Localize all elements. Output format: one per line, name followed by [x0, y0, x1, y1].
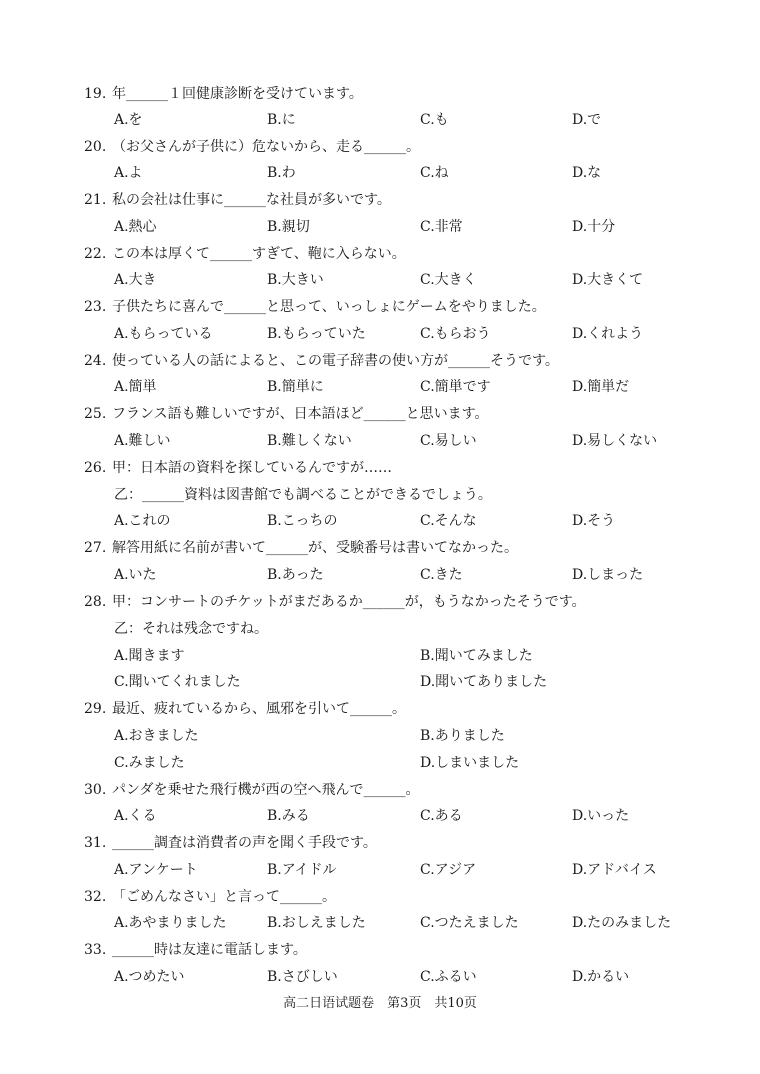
option-b: B.に	[267, 112, 296, 128]
option-b: B.聞いてみました	[420, 648, 533, 664]
option-c: C.も	[420, 112, 449, 128]
option-c: C.つたえました	[420, 915, 519, 931]
option-c: C.そんな	[420, 513, 477, 529]
option-d: D.くれよう	[572, 326, 644, 342]
question-26	[84, 458, 392, 478]
option-d: D.大きくて	[572, 272, 644, 288]
option-a: A.難しい	[114, 433, 171, 449]
question-text: パンダを乗せた飛行機が西の空へ飛んで______。	[112, 782, 420, 798]
option-b: B.親切	[267, 219, 310, 235]
option-b: B.大きい	[267, 272, 324, 288]
question-19	[84, 84, 363, 104]
option-d: D.な	[572, 165, 602, 181]
option-b: B.わ	[267, 165, 296, 181]
dialog-reply: 乙：それは残念ですね。	[114, 621, 268, 637]
option-d: D.アドバイス	[572, 862, 657, 878]
option-a: A.くる	[114, 808, 157, 824]
question-number: 20.	[84, 139, 107, 155]
question-number: 28.	[84, 594, 107, 610]
option-a: A.アンケート	[114, 862, 198, 878]
question-29	[84, 699, 406, 719]
question-number: 27.	[84, 540, 107, 556]
question-text: 年______１回健康診断を受けています。	[112, 86, 363, 102]
option-c: C.易しい	[420, 433, 477, 449]
option-c: C.きた	[420, 567, 463, 583]
question-text: 解答用紙に名前が書いて______が、受験番号は書いてなかった。	[112, 540, 518, 556]
question-number: 30.	[84, 782, 107, 798]
dialog-reply: 乙：______資料は図書館でも調べることができるでしょう。	[114, 487, 492, 503]
option-d: D.しまいました	[420, 755, 520, 771]
question-number: 21.	[84, 192, 107, 208]
option-a: A.大き	[114, 272, 157, 288]
question-text: 最近、疲れているから、風邪を引いて______。	[112, 701, 406, 717]
question-number: 31.	[84, 835, 107, 851]
question-32	[84, 887, 336, 907]
option-a: A.簡単	[114, 379, 157, 395]
question-33	[84, 940, 307, 960]
question-text: 使っている人の話によると、この電子辞書の使い方が______そうです。	[112, 353, 559, 369]
question-text: 甲：コンサートのチケットがまだあるか______が，もうなかったそうです。	[112, 594, 586, 610]
option-c: C.みました	[114, 755, 185, 771]
option-a: A.よ	[114, 165, 143, 181]
option-b: B.おしえました	[267, 915, 366, 931]
option-c: C.ね	[420, 165, 449, 181]
option-a: A.もらっている	[114, 326, 213, 342]
option-d: D.いった	[572, 808, 630, 824]
page-footer: 高二日语试题卷 第3页 共10页	[283, 996, 477, 1011]
option-a: A.つめたい	[114, 969, 185, 985]
question-number: 29.	[84, 701, 107, 717]
option-a: A.これの	[114, 513, 171, 529]
option-c: C.もらおう	[420, 326, 491, 342]
option-d: D.聞いてありました	[420, 674, 548, 690]
question-number: 19.	[84, 86, 107, 102]
option-d: D.簡単だ	[572, 379, 630, 395]
question-21	[84, 190, 391, 210]
question-number: 26.	[84, 460, 107, 476]
option-b: B.ありました	[420, 728, 505, 744]
option-b: B.さびしい	[267, 969, 338, 985]
option-c: C.ある	[420, 808, 463, 824]
option-b: B.あった	[267, 567, 324, 583]
question-text: 「ごめんなさい」と言って______。	[112, 889, 336, 905]
option-c: C.簡単です	[420, 379, 491, 395]
question-25	[84, 404, 488, 424]
option-c: C.非常	[420, 219, 463, 235]
option-b: B.アイドル	[267, 862, 337, 878]
question-text: フランス語も難しいですが、日本語ほど______と思います。	[112, 406, 489, 422]
question-27	[84, 538, 518, 558]
question-text: （お父さんが子供に）危ないから、走る______。	[112, 139, 420, 155]
option-d: D.十分	[572, 219, 616, 235]
question-24	[84, 351, 559, 371]
question-number: 33.	[84, 942, 107, 958]
option-a: A.熱心	[114, 219, 157, 235]
option-a: A.あやまりました	[114, 915, 227, 931]
option-a: A.おきました	[114, 728, 199, 744]
question-22	[84, 244, 406, 264]
question-number: 25.	[84, 406, 107, 422]
option-d: D.そう	[572, 513, 616, 529]
option-d: D.易しくない	[572, 433, 658, 449]
option-b: B.こっちの	[267, 513, 338, 529]
option-c: C.聞いてくれました	[114, 674, 241, 690]
question-20	[84, 137, 420, 157]
question-23	[84, 297, 546, 317]
question-text: この本は厚くて______すぎて、鞄に入らない。	[112, 246, 406, 262]
option-d: D.かるい	[572, 969, 630, 985]
option-b: B.みる	[267, 808, 310, 824]
question-text: 子供たちに喜んで______と思って、いっしょにゲームをやりました。	[112, 299, 546, 315]
question-30	[84, 780, 419, 800]
question-text: 私の会社は仕事に______な社員が多いです。	[112, 192, 391, 208]
question-number: 23.	[84, 299, 107, 315]
question-number: 22.	[84, 246, 107, 262]
question-text: ______時は友達に電話します。	[112, 942, 307, 958]
option-b: B.もらっていた	[267, 326, 366, 342]
question-number: 32.	[84, 889, 107, 905]
option-d: D.しまった	[572, 567, 644, 583]
option-a: A.を	[114, 112, 143, 128]
option-b: B.難しくない	[267, 433, 352, 449]
question-31	[84, 833, 377, 853]
question-28	[84, 592, 586, 612]
option-c: C.ふるい	[420, 969, 477, 985]
question-text: ______調査は消費者の声を聞く手段です。	[112, 835, 377, 851]
option-b: B.簡単に	[267, 379, 324, 395]
option-d: D.たのみました	[572, 915, 672, 931]
question-text: 甲：日本語の資料を探しているんですが……	[112, 460, 392, 476]
option-a: A.聞きます	[114, 648, 185, 664]
option-a: A.いた	[114, 567, 157, 583]
option-c: C.アジア	[420, 862, 477, 878]
option-d: D.で	[572, 112, 602, 128]
option-c: C.大きく	[420, 272, 477, 288]
question-number: 24.	[84, 353, 107, 369]
